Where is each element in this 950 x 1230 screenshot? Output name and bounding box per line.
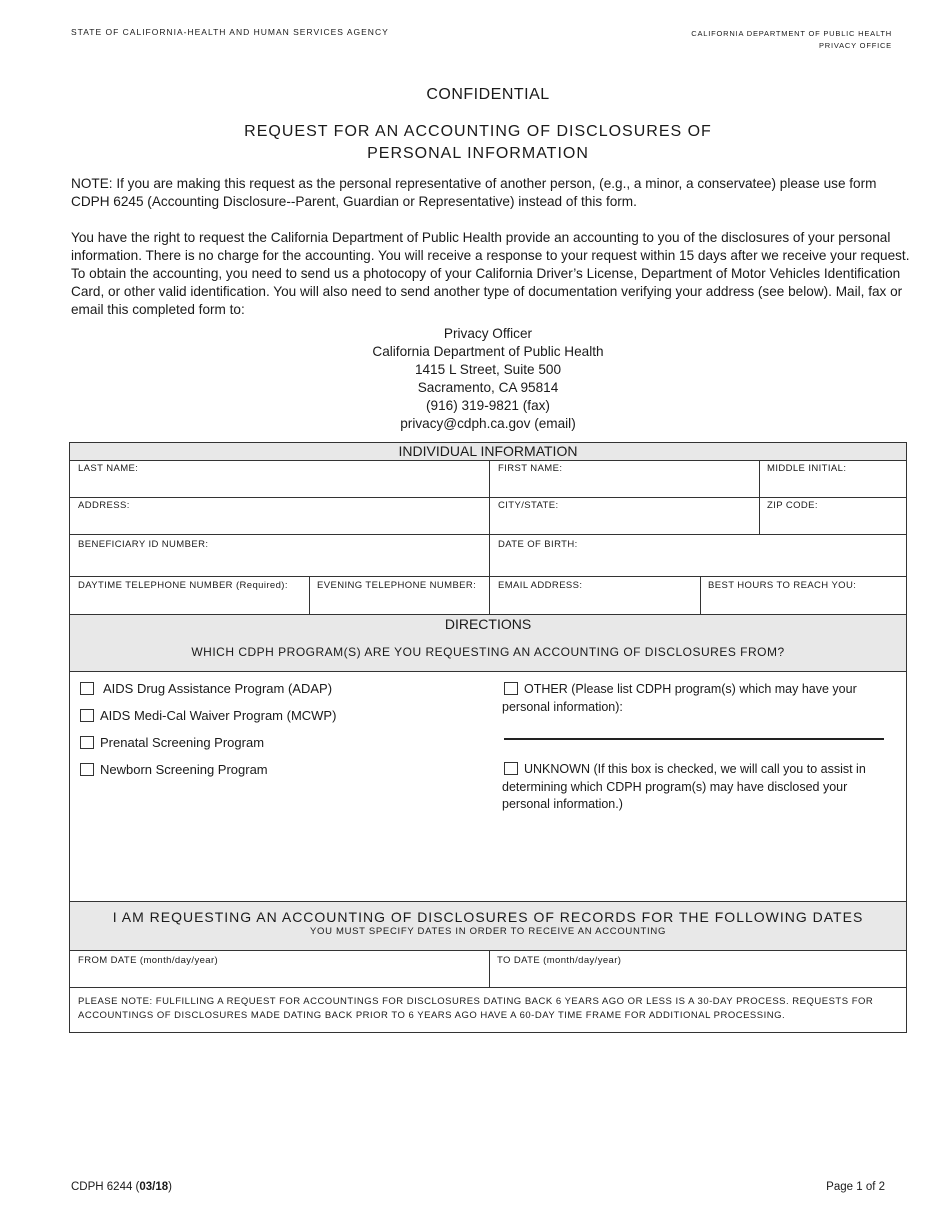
program-option-prenatal[interactable] (80, 735, 264, 750)
middle-initial-field[interactable]: MIDDLE INITIAL: (767, 463, 847, 474)
request-form (69, 442, 907, 1033)
other-option-label: OTHER (Please list CDPH program(s) which may have your personal information): (502, 682, 857, 714)
department-header (691, 28, 892, 52)
program-option-mcwp[interactable] (80, 708, 336, 723)
last-name-field[interactable]: LAST NAME: (78, 463, 139, 474)
rights-paragraph: You have the right to request the California Department of Public Health provide an accounting to you of the disclosures of your personal information. There is no charge for the accounting. You will receive a response to your request within 15 days after we receive your request. To obtain the accounting, you need to send us a photocopy of your California Driver’s License, Department of Motor Vehicles Identification Card, or other valid identification. You will also need to send another type of documentation verifying your address (see below). Mail, fax or email this completed form to: (71, 230, 910, 317)
directions-heading: DIRECTIONS (70, 614, 906, 635)
checkbox[interactable] (80, 682, 94, 695)
page-number: Page 1 of 2 (826, 1181, 885, 1193)
form-revision: 03/18 (139, 1181, 169, 1193)
email-line: privacy@cdph.ca.gov (email) (400, 416, 576, 431)
other-program-input[interactable] (504, 738, 884, 740)
dates-heading-block (70, 901, 906, 951)
program-option-newborn[interactable] (80, 762, 268, 777)
address-line: Sacramento, CA 95814 (417, 380, 559, 395)
evening-phone-field[interactable]: EVENING TELEPHONE NUMBER: (317, 580, 477, 591)
title-line-1: REQUEST FOR AN ACCOUNTING OF DISCLOSURES OF (244, 123, 712, 140)
fax-line: (916) 319-9821 (fax) (426, 398, 550, 413)
to-date-field[interactable]: TO DATE (month/day/year) (497, 955, 622, 966)
first-name-field[interactable]: FIRST NAME: (498, 463, 563, 474)
mailing-address (0, 325, 950, 433)
program-question: WHICH CDPH PROGRAM(S) ARE YOU REQUESTING AN ACCOUNTING OF DISCLOSURES FROM? (70, 634, 906, 672)
beneficiary-id-field[interactable]: BENEFICIARY ID NUMBER: (78, 539, 209, 550)
from-date-field[interactable]: FROM DATE (month/day/year) (78, 955, 219, 966)
office-name: PRIVACY OFFICE (818, 41, 892, 50)
program-label: Newborn Screening Program (100, 762, 268, 777)
program-option-adap[interactable] (80, 681, 332, 696)
page-title (0, 121, 950, 165)
form-id: CDPH 6244 ( (71, 1181, 140, 1193)
unknown-option-label: UNKNOWN (If this box is checked, we will call you to assist in determining which CDPH program(s) may have disclosed your personal information.) (502, 762, 866, 811)
checkbox[interactable] (80, 763, 94, 776)
best-hours-field[interactable]: BEST HOURS TO REACH YOU: (708, 580, 857, 591)
individual-info-heading: INDIVIDUAL INFORMATION (70, 443, 906, 461)
confidential-label: CONFIDENTIAL (426, 86, 550, 103)
address-line: Privacy Officer (443, 326, 533, 341)
form-number (71, 1181, 172, 1193)
note-paragraph: NOTE: If you are making this request as the personal representative of another person, (e.g., a minor, a conservatee) please use form CDPH 6245 (Accounting Disclosure--Parent, Guardian or Representative) instead of this form. (71, 176, 877, 209)
program-label: Prenatal Screening Program (100, 735, 265, 750)
checkbox[interactable] (80, 709, 94, 722)
city-state-field[interactable]: CITY/STATE: (498, 500, 559, 511)
dates-heading: I AM REQUESTING AN ACCOUNTING OF DISCLOSURES OF RECORDS FOR THE FOLLOWING DATES (112, 909, 864, 925)
processing-note: PLEASE NOTE: FULFILLING A REQUEST FOR ACCOUNTINGS FOR DISCLOSURES DATING BACK 6 YEARS AGO OR LESS IS A 30-DAY PROCESS. REQUESTS FOR ACCOUNTINGS OF DISCLOSURES MADE DATING BACK PRIOR TO 6 YEARS AGO HAVE A 60-DAY TIME FRAME FOR ADDITIONAL PROCESSING. (78, 996, 874, 1021)
address-line: California Department of Public Health (372, 344, 604, 359)
program-label: AIDS Medi-Cal Waiver Program (MCWP) (100, 708, 337, 723)
email-address-field[interactable]: EMAIL ADDRESS: (498, 580, 583, 591)
title-line-2: PERSONAL INFORMATION (367, 145, 589, 162)
checkbox[interactable] (80, 736, 94, 749)
department-name: CALIFORNIA DEPARTMENT OF PUBLIC HEALTH (691, 29, 892, 38)
form-id-close: ) (168, 1181, 173, 1193)
address-field[interactable]: ADDRESS: (78, 500, 130, 511)
address-line: 1415 L Street, Suite 500 (414, 362, 562, 377)
program-label: AIDS Drug Assistance Program (ADAP) (103, 681, 333, 696)
date-of-birth-field[interactable]: DATE OF BIRTH: (498, 539, 578, 550)
daytime-phone-field[interactable]: DAYTIME TELEPHONE NUMBER (Required): (78, 580, 288, 591)
agency-header: STATE OF CALIFORNIA-HEALTH AND HUMAN SERVICES AGENCY (71, 27, 389, 37)
dates-subheading: YOU MUST SPECIFY DATES IN ORDER TO RECEIVE AN ACCOUNTING (309, 926, 667, 937)
zip-code-field[interactable]: ZIP CODE: (767, 500, 818, 511)
